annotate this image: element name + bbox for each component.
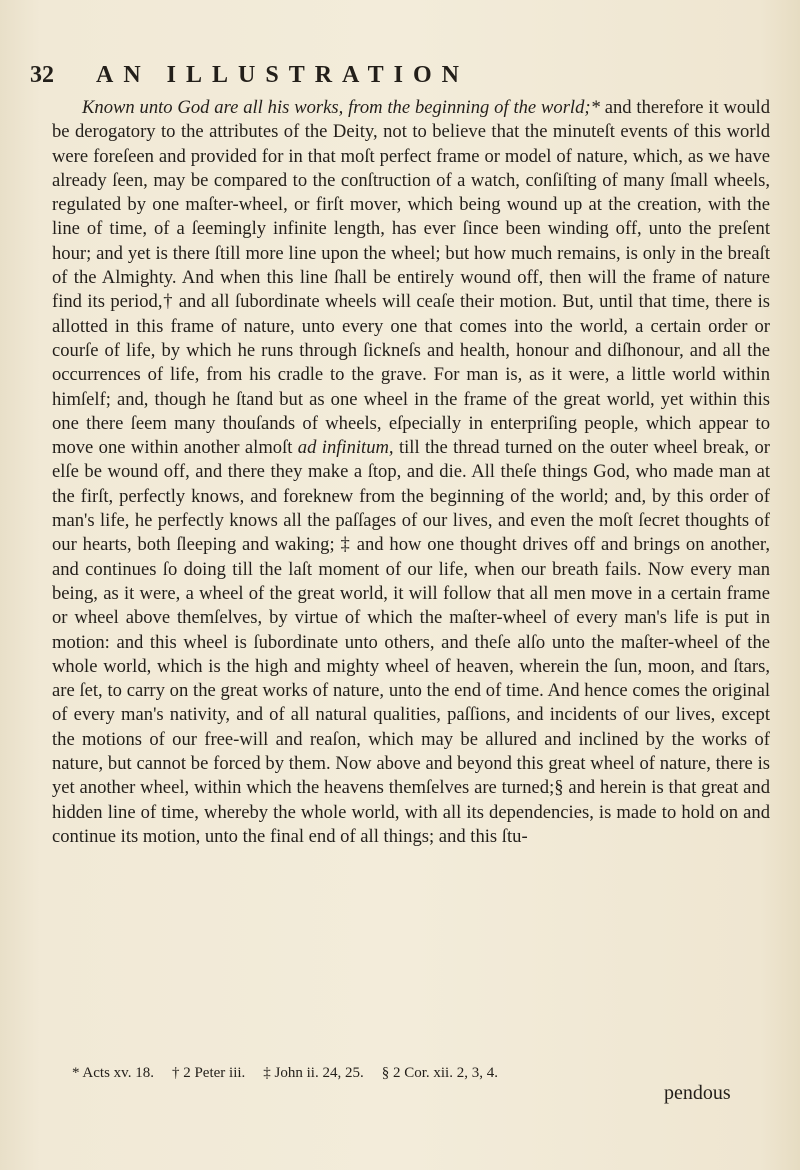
- paragraph: [52, 96, 770, 849]
- body-text: [52, 96, 770, 849]
- footnote-corinthians: § 2 Cor. xii. 2, 3, 4.: [381, 1065, 498, 1081]
- latin-phrase: ad infinitum,: [292, 437, 394, 459]
- running-head: AN ILLUSTRATION: [96, 62, 469, 88]
- scripture-quote: Known unto God are all his works, from the beginning of the world;*: [82, 97, 600, 118]
- footnote-peter: † 2 Peter iii.: [171, 1065, 246, 1081]
- footnotes: [72, 1065, 762, 1082]
- footnote-acts: * Acts xv. 18.: [72, 1065, 154, 1081]
- catchword: pendous: [664, 1082, 731, 1104]
- paragraph-text: and therefore it would be derogatory to the attributes of the Deity, not to believe that the minuteſt events of this world were foreſeen and provided for in that moſt perfect frame or model of nature, which, as we have already ſeen, may be compared to the conſtruction of a watch, conſiſting of many ſmall wheels, regulated by one maſter-wheel, or firſt mover, which being wound up at the creation, with the line of time, of a ſeemingly infinite length, has ever ſince been winding off, unto the preſent hour; and yet is there ſtill more line upon the wheel; but how much remains, is only in the breaſt of the Almighty. And when this line ſhall be entirely wound off, then will the frame of nature find its period,† and all ſubordinate wheels will ceaſe their motion. But, until that time, there is allotted in this frame of nature, unto every one that comes into the world, a certain order or courſe of life, by which he runs through ſickneſs and health, honour and diſhonour, and all the occurrences of life, from his cradle to the grave. For man is, as it were, a little world within himſelf; and, though he ſtand but as one wheel in the frame of the great world, yet within this one there ſeem many thouſands of wheels, eſpecially in enterpriſing people, which appear to move one within another almoſt: [52, 97, 770, 459]
- footnote-john: ‡ John ii. 24, 25.: [263, 1065, 364, 1081]
- paragraph-text-continued: till the thread turned on the outer wheel break, or elſe be wound off, and there they make a ſtop, and die. All theſe things God, who made man at the firſt, perfectly knows, and foreknew from the beginning of the world; and, by this order of man's life, he perfectly knows all the paſſages of our lives, and even the moſt ſecret thoughts of our hearts, both ſleeping and waking; ‡ and how one thought drives off and brings on another, and continues ſo doing till the laſt moment of our life, when our breath fails. Now every man being, as it were, a wheel of the great world, it will follow that all men move in a certain frame or wheel above themſelves, by virtue of which the maſter-wheel of every man's life is put in motion: and this wheel is ſubordinate unto others, and theſe alſo unto the maſter-wheel of the whole world, which is the high and mighty wheel of heaven, wherein the ſun, moon, and ſtars, are ſet, to carry on the great works of nature, unto the end of time. And hence comes the original of every man's nativity, and of all natural qualities, paſſions, and incidents of our lives, except the motions of our free-will and reaſon, which may be allured and inclined by the works of nature, but cannot be forced by them. Now above and beyond this great wheel of nature, there is yet another wheel, within which the heavens themſelves are turned;§ and herein is that great and hidden line of time, whereby the whole world, with all its dependencies, is made to hold on and continue its motion, unto the final end of all things; and this ſtu-: [52, 437, 770, 847]
- page-number: 32: [30, 62, 54, 88]
- page-header: [30, 62, 770, 92]
